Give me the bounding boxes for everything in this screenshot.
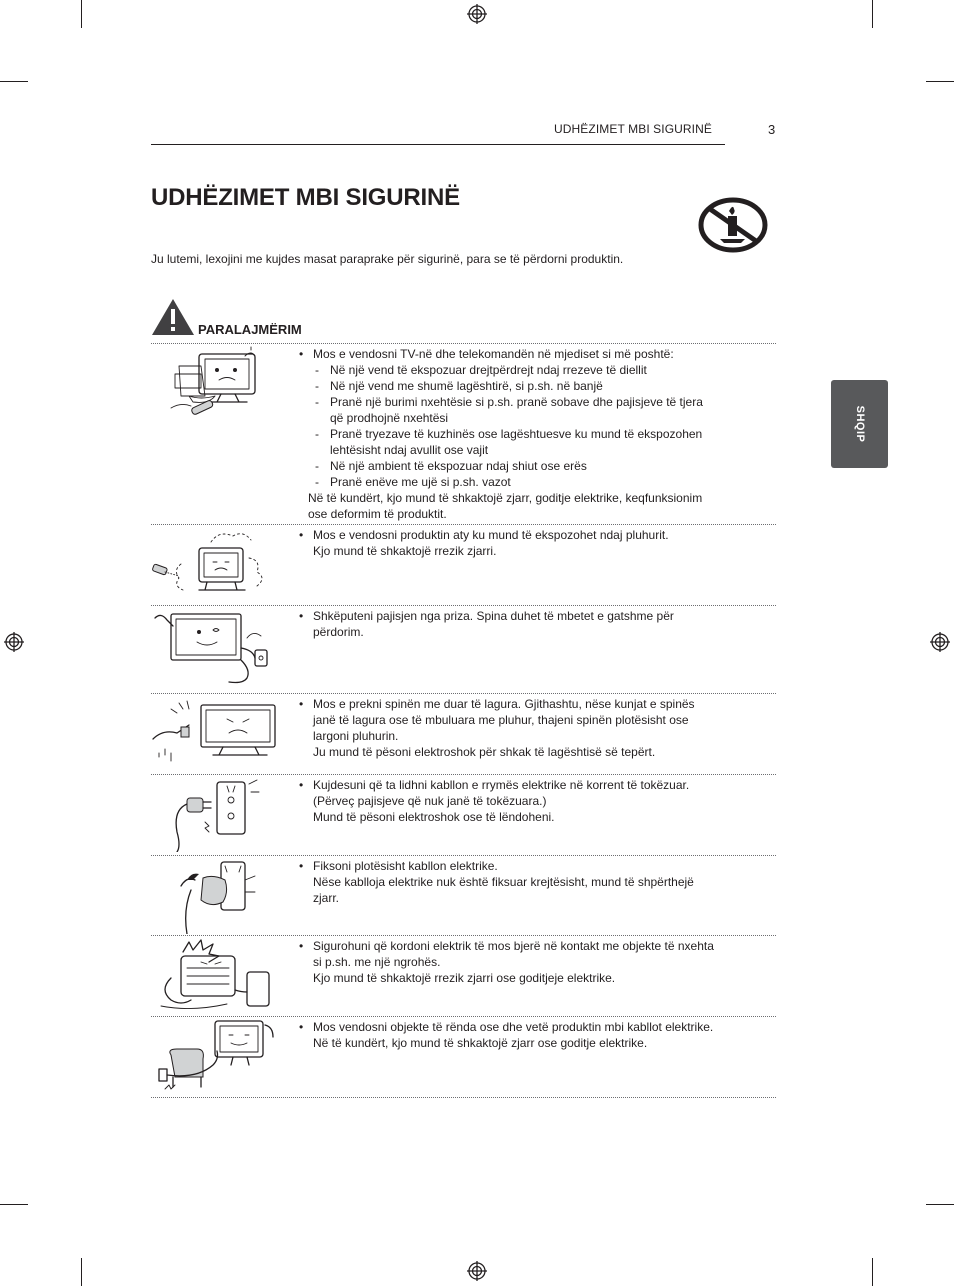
- item-1-sub-4: - Pranë tryezave të kuzhinës ose lagështuesve ku mund të ekspozohen: [299, 426, 759, 442]
- item-1-sub-1: - Në një vend të ekspozuar drejtpërdrejt ndaj rrezeve të diellit: [299, 362, 759, 378]
- item-1-bullet: • Mos e vendosni TV-në dhe telekomandën në mjediset si më poshtë:: [299, 346, 759, 362]
- item-1-sub-6: - Pranë enëve me ujë si p.sh. vazot: [299, 474, 759, 490]
- registration-mark-icon: [4, 632, 24, 652]
- safety-item-7: [299, 938, 759, 986]
- safety-item-1: [299, 346, 759, 522]
- item-6-line-1: • Fiksoni plotësisht kabllon elektrike.: [299, 858, 759, 874]
- safety-item-4: [299, 696, 759, 760]
- safety-item-2: [299, 527, 759, 559]
- row-separator: [151, 774, 776, 775]
- row-separator: [151, 855, 776, 856]
- item-1-sub-2: - Në një vend me shumë lagështirë, si p.sh. në banjë: [299, 378, 759, 394]
- row-separator: [151, 343, 776, 344]
- item-1-note-2: ose deformim të produktit.: [308, 507, 447, 521]
- registration-mark-icon: [467, 1261, 487, 1281]
- item-8-line-2: Në të kundërt, kjo mund të shkaktojë zjarr ose goditje elektrike.: [313, 1036, 648, 1050]
- crop-mark: [81, 1258, 82, 1286]
- safety-item-8: [299, 1019, 759, 1051]
- no-candle-icon: [698, 197, 768, 253]
- crop-mark: [872, 0, 873, 28]
- item-1-sub-5: - Në një ambient të ekspozuar ndaj shiut ose erës: [299, 458, 759, 474]
- crop-mark: [926, 81, 954, 82]
- item-8-line-1: • Mos vendosni objekte të rënda ose dhe vetë produktin mbi kabllot elektrike.: [299, 1019, 759, 1035]
- unplug-device-illustration: [151, 608, 279, 690]
- row-separator: [151, 693, 776, 694]
- crop-mark: [81, 0, 82, 28]
- hot-objects-cord-illustration: [151, 938, 279, 1014]
- item-6-line-3: zjarr.: [313, 891, 340, 905]
- secure-power-cable-illustration: [151, 858, 279, 934]
- language-tab: [831, 380, 888, 468]
- item-1-sub-3: - Pranë një burimi nxehtësie si p.sh. pranë sobave dhe pajisjeve të tjera: [299, 394, 759, 410]
- item-7-line-3: Kjo mund të shkaktojë rrezik zjarri ose goditjeje elektrike.: [313, 971, 616, 985]
- crop-mark: [872, 1258, 873, 1286]
- item-4-line-1: • Mos e prekni spinën me duar të lagura. Gjithashtu, nëse kunjat e spinës: [299, 696, 759, 712]
- row-separator: [151, 605, 776, 606]
- grounded-outlet-illustration: [151, 778, 279, 852]
- heavy-objects-cable-illustration: [151, 1019, 279, 1095]
- item-1-sub-3-cont: që prodhojnë nxehtësi: [330, 411, 449, 425]
- row-separator: [151, 1097, 776, 1098]
- item-1-sub-4-cont: lehtësisht ndaj avullit ose vajit: [330, 443, 489, 457]
- item-7-line-1: • Sigurohuni që kordoni elektrik të mos bjerë në kontakt me objekte të nxehta: [299, 938, 759, 954]
- item-5-line-1: • Kujdesuni që ta lidhni kabllon e rrymës elektrike në korrent të tokëzuar.: [299, 777, 759, 793]
- warning-triangle-icon: [151, 298, 195, 336]
- dust-exposure-illustration: [151, 528, 279, 602]
- item-1-note-1: Në të kundërt, kjo mund të shkaktojë zjarr, goditje elektrike, keqfunksionim: [308, 491, 703, 505]
- item-2-line-2: Kjo mund të shkaktojë rrezik zjarri.: [313, 544, 497, 558]
- page-number: 3: [768, 122, 776, 137]
- item-3-line-1: • Shkëputeni pajisjen nga priza. Spina duhet të mbetet e gatshme për: [299, 608, 759, 624]
- registration-mark-icon: [930, 632, 950, 652]
- warning-label: PARALAJMËRIM: [198, 322, 302, 337]
- crop-mark: [926, 1204, 954, 1205]
- language-tab-label: SHQIP: [853, 405, 866, 443]
- item-4-line-2: janë të lagura ose të mbuluara me pluhur, thajeni spinën plotësisht ose: [313, 713, 689, 727]
- item-7-line-2: si p.sh. me një ngrohës.: [313, 955, 441, 969]
- item-4-line-3: largoni pluhurin.: [313, 729, 399, 743]
- row-separator: [151, 935, 776, 936]
- registration-mark-icon: [467, 4, 487, 24]
- page-title: UDHËZIMET MBI SIGURINË: [151, 184, 460, 211]
- row-separator: [151, 1016, 776, 1017]
- item-5-line-2: (Përveç pajisjeve që nuk janë të tokëzuara.): [313, 794, 547, 808]
- row-separator: [151, 524, 776, 525]
- item-2-line-1: • Mos e vendosni produktin aty ku mund të ekspozohet ndaj pluhurit.: [299, 527, 759, 543]
- tv-environment-illustration: [151, 346, 279, 422]
- wet-hands-plug-illustration: [151, 697, 279, 771]
- item-5-line-3: Mund të pësoni elektroshok ose të lëndoheni.: [313, 810, 555, 824]
- safety-item-5: [299, 777, 759, 825]
- item-4-line-4: Ju mund të pësoni elektroshok për shkak të lagështisë së tepërt.: [313, 745, 656, 759]
- safety-item-6: [299, 858, 759, 906]
- header-rule: [151, 144, 725, 145]
- item-3-line-2: përdorim.: [313, 625, 364, 639]
- crop-mark: [0, 81, 28, 82]
- safety-item-3: [299, 608, 759, 640]
- item-6-line-2: Nëse kablloja elektrike nuk është fiksuar krejtësisht, mund të shpërthejë: [313, 875, 694, 889]
- intro-text: Ju lutemi, lexojini me kujdes masat paraprake për sigurinë, para se të përdorni produktin.: [151, 252, 624, 266]
- crop-mark: [0, 1204, 28, 1205]
- running-header: UDHËZIMET MBI SIGURINË: [554, 122, 712, 136]
